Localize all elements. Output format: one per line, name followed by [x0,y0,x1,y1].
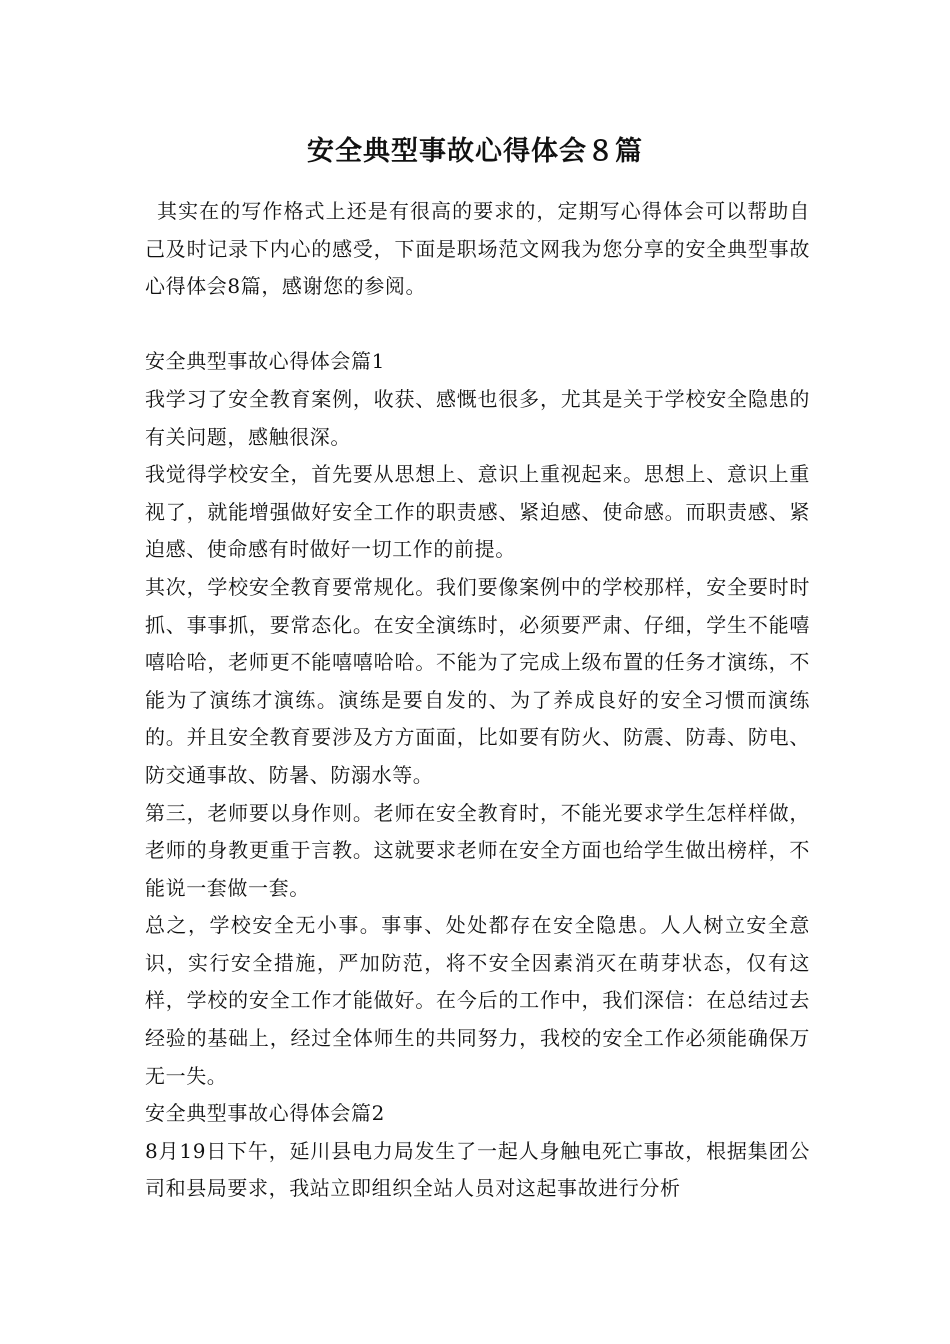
paragraph-gap [145,306,810,344]
section-heading-1: 安全典型事故心得体会篇1 [145,349,385,374]
document-body [145,193,810,1208]
section1-paragraph: 第三，老师要以身作则。老师在安全教育时，不能光要求学生怎样样做，老师的身教更重于言教。这就要求老师在安全方面也给学生做出榜样，不能说一套做一套。 [145,800,810,900]
section1-paragraph: 总之，学校安全无小事。事事、处处都存在安全隐患。人人树立安全意识，实行安全措施，严加防范，将不安全因素消灭在萌芽状态，仅有这样，学校的安全工作才能做好。在今后的工作中，我们深信：在总结过去经验的基础上，经过全体师生的共同努力，我校的安全工作必须能确保万无一失。 [145,913,810,1088]
document-title: 安全典型事故心得体会８篇 [307,136,643,167]
section1-paragraph: 我学习了安全教育案例，收获、感慨也很多，尤其是关于学校安全隐患的有关问题，感触很深。 [145,386,810,449]
section2-paragraph: 8月19日下午，延川县电力局发生了一起人身触电死亡事故，根据集团公司和县局要求，我站立即组织全站人员对这起事故进行分析 [145,1138,810,1201]
intro-paragraph: 其实在的写作格式上还是有很高的要求的，定期写心得体会可以帮助自己及时记录下内心的感受，下面是职场范文网我为您分享的安全典型事故心得体会8篇，感谢您的参阅。 [145,199,810,299]
section1-paragraph: 其次，学校安全教育要常规化。我们要像案例中的学校那样，安全要时时抓、事事抓，要常态化。在安全演练时，必须要严肃、仔细，学生不能嘻嘻哈哈，老师更不能嘻嘻哈哈。不能为了完成上级布置的任务才演练，不能为了演练才演练。演练是要自发的、为了养成良好的安全习惯而演练的。并且安全教育要涉及方方面面，比如要有防火、防震、防毒、防电、防交通事故、防暑、防溺水等。 [145,574,810,787]
section1-paragraph: 我觉得学校安全，首先要从思想上、意识上重视起来。思想上、意识上重视了，就能增强做好安全工作的职责感、紧迫感、使命感。而职责感、紧迫感、使命感有时做好一切工作的前提。 [145,462,810,562]
section-heading-2: 安全典型事故心得体会篇2 [145,1101,385,1126]
